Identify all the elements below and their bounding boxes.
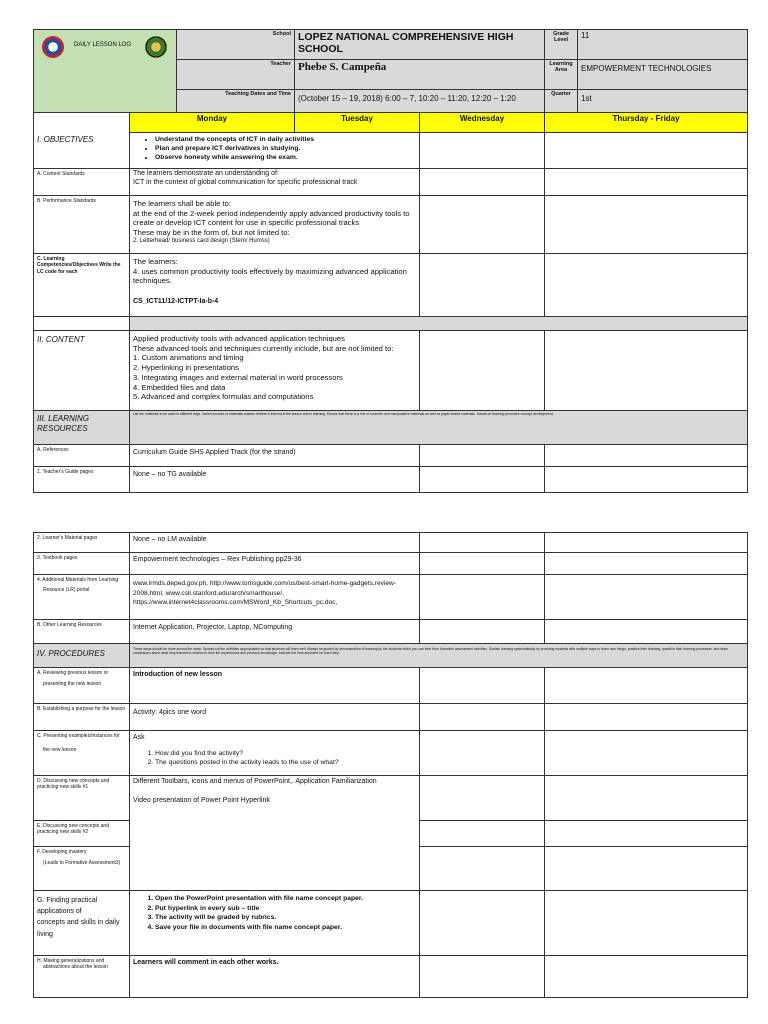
proc-h-label-line: H. Making generalizations and [37, 958, 105, 964]
content-item: 1. Custom animations and timing [133, 353, 244, 363]
empty-cell [420, 776, 545, 821]
objectives-cell [130, 133, 420, 169]
proc-c-cell [130, 731, 420, 776]
empty-cell [420, 956, 545, 998]
deped-seal-icon [42, 36, 64, 58]
proc-h-value: Learners will comment in each other works. [130, 956, 420, 998]
proc-d-line: Video presentation of Power Point Hyperlink [133, 796, 270, 804]
other-resources-label: B. Other Learning Resources [34, 620, 130, 644]
log-title: DAILY LESSON LOG [74, 42, 132, 48]
empty-cell [545, 620, 748, 644]
references-value: Curriculum Guide SHS Applied Track (for the strand) [130, 445, 420, 467]
performance-line: 2. Letterhead/ business card design (Stem/ Humss) [133, 237, 270, 244]
empty-cell [545, 133, 748, 169]
school-label: School [177, 30, 295, 60]
day-tuesday: Tuesday [295, 113, 420, 133]
objectives-list [133, 136, 416, 162]
content-line: These advanced tools and techniques currently include, but are not limited to: [133, 343, 394, 353]
empty-cell [545, 553, 748, 575]
empty-cell [420, 331, 545, 411]
proc-g-label [34, 891, 130, 956]
proc-f-label-line: F. Developing mastery [37, 849, 87, 855]
content-item: 3. Integrating images and external material in word processors [133, 372, 343, 382]
proc-b-value: Activity: 4pics one word [130, 704, 420, 731]
day-monday: Monday [130, 113, 295, 133]
performance-line: at the end of the 2-week period independently apply advanced productivity tools to create or develop ICT content for use in specific professional tracks [133, 208, 410, 228]
proc-d-cell [130, 776, 420, 891]
lesson-log-page-2 [33, 532, 747, 998]
proc-e-label: E. Discussing new concepts and practicing new skills #2 [34, 821, 130, 847]
empty-cell [420, 704, 545, 731]
proc-g-item: 1. Open the PowerPoint presentation with file name concept paper. [155, 894, 416, 904]
empty-cell [545, 169, 748, 196]
empty-cell [545, 254, 748, 317]
proc-a-label [34, 668, 130, 704]
proc-c-label [34, 731, 130, 776]
empty-cell [545, 467, 748, 493]
lc-code: CS_ICT11/12-ICTPT-Ia-b-4 [133, 298, 219, 306]
empty-cell [420, 196, 545, 254]
procedures-note: These steps should be done across the week. Spread out the activities appropriately so that students will learn well. Always be guided by demonstration of learning by the students which you can infer from formative assessment activities. Sustain learning systematically by providing students with multiple ways to learn new things, practice their learning, question their learning processes, and draw conclusions about what they learned in relation to their life experiences and previous knowledge. Indicate the time allotment for each step. [130, 644, 748, 668]
empty-cell [420, 847, 545, 891]
additional-materials-label-line: Resource (LR) portal [43, 587, 90, 594]
grade-value: 11 [578, 30, 748, 60]
competencies-line: The learners: [133, 257, 178, 266]
content-standards-cell [130, 169, 420, 196]
learners-material-value: None – no LM available [130, 533, 420, 553]
proc-c-label-line: the new lesson [43, 747, 77, 754]
objective-item: • Observe honesty while answering the exam. [155, 154, 416, 163]
proc-g-item: 3. The activity will be graded by rubrics. [155, 913, 416, 923]
competencies-line: 4. uses common productivity tools effectively by maximizing advanced application techniques. [133, 266, 407, 286]
proc-g-cell [130, 891, 420, 956]
empty-cell [420, 467, 545, 493]
proc-g-list [133, 894, 416, 932]
teachers-guide-label: 1. Teacher's Guide pages [34, 467, 130, 493]
content-label: II. CONTENT [34, 331, 130, 411]
proc-c-item: 2. The questions posted in the activity leads to the use of what? [155, 759, 416, 768]
day-wednesday: Wednesday [420, 113, 545, 133]
performance-standards-cell [130, 196, 420, 254]
empty-cell [545, 821, 748, 847]
empty-cell [420, 731, 545, 776]
proc-c-label-line: C. Presenting examples/instances for [37, 733, 120, 739]
empty-cell [545, 533, 748, 553]
content-item: 5. Advanced and complex formulas and computations [133, 392, 314, 402]
empty-cell [420, 575, 545, 620]
day-thursday-friday: Thursday - Friday [545, 113, 748, 133]
teacher-value: Phebe S. Campeña [295, 60, 545, 90]
empty-cell [420, 133, 545, 169]
empty-cell [420, 445, 545, 467]
other-resources-value: Internet Application, Projector, Laptop, NComputing [130, 620, 420, 644]
objective-item: • Understand the concepts of ICT in daily activities [155, 136, 416, 145]
quarter-label: Quarter [545, 90, 578, 113]
proc-g-item: 4. Save your file in documents with file name concept paper. [155, 923, 416, 933]
empty-cell [545, 331, 748, 411]
empty-cell [545, 731, 748, 776]
objective-item: • Plan and prepare ICT derivatives in studying. [155, 145, 416, 154]
learning-resources-note: List the materials to be used in different days. Varied sources of materials sustain children's interest in the lesson and in learning. Ensure that there is a mix of concrete and manipulative materials as well as paper-based materials. Hands-on learning promotes concept development. [130, 411, 748, 445]
empty-cell [545, 668, 748, 704]
proc-b-label: B. Establishing a purpose for the lesson [34, 704, 130, 731]
lesson-log-page-1 [33, 29, 747, 493]
learners-material-label: 2. Learner's Material pages [34, 533, 130, 553]
empty-cell [420, 668, 545, 704]
textbook-value: Empowerment technologies – Rex Publishing pp29-36 [130, 553, 420, 575]
empty-cell [34, 317, 130, 331]
proc-f-label-line: (Leads to Formative Assessment3) [43, 860, 121, 867]
empty-cell [420, 169, 545, 196]
proc-f-label [34, 847, 130, 891]
lesson-log-table-1 [33, 29, 748, 493]
dates-value: (October 15 – 19, 2018) 6:00 – 7, 10:20 – 11:20, 12:20 – 1:20 [295, 90, 545, 113]
proc-c-list [133, 750, 416, 768]
header-logo-cell [34, 30, 177, 113]
additional-materials-label [34, 575, 130, 620]
proc-g-item: 2. Put hyperlink in every sub – title [155, 904, 416, 914]
additional-materials-label-line: 4. Additional Materials from Learning [37, 577, 119, 583]
empty-cell [545, 847, 748, 891]
references-label: A. References [34, 445, 130, 467]
empty-cell [545, 776, 748, 821]
additional-materials-value: www.lrmds.deped.gov.ph, http://www.tomsguide.com/us/best-smart-home-gadgets,review-2008.html, www.csli.stanford.edu/arch/smarthouse/, https://www.internet4classrooms.com/MSWord_Kb_Shortcuts_pc.doc, [130, 575, 420, 620]
textbook-label: 3. Textbook pages [34, 553, 130, 575]
empty-cell [545, 196, 748, 254]
empty-cell [420, 620, 545, 644]
dates-label: Teaching Dates and Time [177, 90, 295, 113]
empty-cell [545, 445, 748, 467]
teachers-guide-value: None – no TG available [130, 467, 420, 493]
empty-cell [545, 956, 748, 998]
proc-a-value: Introduction of new lesson [130, 668, 420, 704]
school-seal-icon [145, 36, 167, 58]
proc-d-line: Different Toolbars, icons and menus of PowerPoint,. Application Familiarization [133, 778, 377, 785]
empty-cell [420, 891, 545, 956]
content-standards-line: ICT in the context of global communication for specific professional track [133, 178, 358, 186]
area-label: Learning Area [545, 60, 578, 90]
competencies-label: C. Learning Competencies/Objectives Write the LC code for each [34, 254, 130, 317]
content-standards-line: The learners demonstrate an understanding of: [133, 170, 279, 177]
empty-cell [545, 704, 748, 731]
proc-g-label-line: concepts and skills in daily living [37, 919, 120, 938]
content-line: Applied productivity tools with advanced application techniques [133, 334, 345, 343]
proc-h-label [34, 956, 130, 998]
performance-line: These may be in the form of, but not limited to: [133, 228, 290, 238]
teacher-label: Teacher [177, 60, 295, 90]
content-item: 2. Hyperlinking in presentations [133, 363, 239, 373]
proc-c-value: Ask [133, 734, 145, 741]
content-standards-label: A. Content Standards [34, 169, 130, 196]
proc-a-label-line: A. Reviewing previous lesson or [37, 670, 109, 676]
proc-h-label-line: abstractions about the lesson [43, 964, 109, 971]
quarter-value: 1st [578, 90, 748, 113]
empty-cell [420, 821, 545, 847]
learning-resources-label: III. LEARNING RESOURCES [34, 411, 130, 445]
proc-d-label: D. Discussing new concepts and practicing new skills #1 [34, 776, 130, 821]
separator-cell [130, 317, 748, 331]
content-item: 4. Embedded files and data [133, 382, 226, 392]
performance-standards-label: B. Performance Standards [34, 196, 130, 254]
proc-a-label-line: presenting the new lesson [43, 681, 102, 688]
grade-label: Grade Level [545, 30, 578, 60]
empty-cell [545, 891, 748, 956]
proc-g-label-line: G. Finding practical applications of [37, 897, 98, 916]
proc-c-item: 1. How did you find the activity? [155, 750, 416, 759]
empty-cell [420, 553, 545, 575]
area-value: EMPOWERMENT TECHNOLOGIES [578, 60, 748, 90]
empty-cell [545, 575, 748, 620]
procedures-label: IV. PROCEDURES [34, 644, 130, 668]
performance-line: The learners shall be able to: [133, 199, 231, 208]
empty-cell [420, 254, 545, 317]
objectives-label: I. OBJECTIVES [34, 113, 130, 169]
school-value: LOPEZ NATIONAL COMPREHENSIVE HIGH SCHOOL [295, 30, 545, 60]
empty-cell [420, 533, 545, 553]
lesson-log-table-2 [33, 532, 748, 998]
content-cell [130, 331, 420, 411]
competencies-cell [130, 254, 420, 317]
